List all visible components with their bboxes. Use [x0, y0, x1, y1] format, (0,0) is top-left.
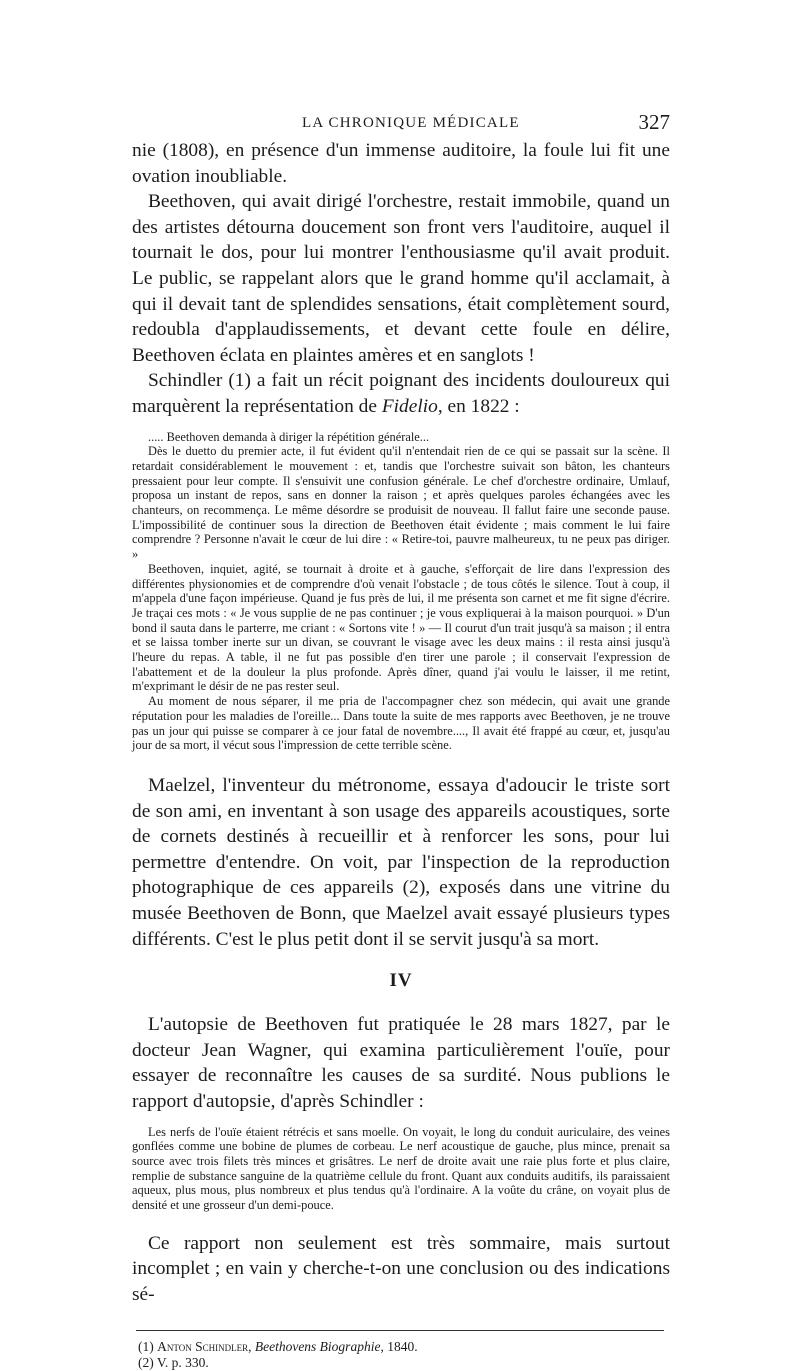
paragraph-3-end: , en 1822 :	[437, 395, 520, 417]
page-content	[132, 112, 670, 1371]
quote-1-para-4: Au moment de nous séparer, il me pria de l'accompagner chez son médecin, qui avait une grande réputation pour les maladies de l'oreille... Dans toute la suite de mes rapports avec Beethoven, je ne trouve pas un jour qui puisse se comparer à ce jour fatal de novembre...., Il avait été frappé au cœur, et, jusqu'au jour de sa mort, il vécut sous l'impression de cette terrible scène.	[132, 694, 670, 753]
page-number: 327	[638, 110, 670, 134]
paragraph-3	[132, 368, 670, 419]
paragraph-3-start: Schindler (1) a fait un récit poignant des incidents douloureux qui marquèrent la représentation de	[132, 370, 670, 417]
footnote-2: (2) V. p. 330.	[138, 1354, 209, 1370]
paragraph-conclusion: Ce rapport non seulement est très sommaire, mais surtout incomplet ; en vain y cherche-t-on une conclusion ou des indications sé-	[132, 1232, 670, 1305]
quote-1-para-3: Beethoven, inquiet, agité, se tournait à droite et à gauche, s'efforçait de lire dans l'expression des différentes physionomies et de comprendre d'où venait l'obstacle ; de tous côtés le silence. Tout à coup, il m'appela d'une façon impérieuse. Quand je fus près de lui, il me présenta son carnet et me fit signe d'écrire. Je traçai ces mots : « Je vous supplie de ne pas continuer ; je vous expliquerai à la maison pourquoi. » D'un bond il sauta dans le parterre, me criant : « Sortons vite ! » — Il courut d'un trait jusqu'à sa maison ; il entra et se laissa tomber inerte sur un divan, se couvrant le visage avec les deux mains : il resta ainsi jusqu'à l'heure du repas. A table, il ne fut pas possible d'en tirer une parole ; il conservait l'expression de l'abattement et de la douleur la plus profonde. Après dîner, quand j'ai voulu le laisser, il me retint, m'exprimant le désir de ne pas rester seul.	[132, 561, 670, 694]
footnote-1-author: Anton Schindler	[157, 1338, 249, 1354]
footnote-1-number: (1)	[138, 1338, 158, 1354]
fidelio-title: Fidelio	[381, 395, 438, 417]
footnote-divider	[136, 1330, 664, 1331]
section-heading-iv: IV	[389, 970, 413, 992]
schindler-quote	[132, 430, 670, 753]
quote-1-para-2: Dès le duetto du premier acte, il fut évident qu'il n'entendait rien de ce qui se passait sur la scène. Il retardait considérablement le mouvement : et, tandis que l'orchestre suivait son bâton, les chanteurs pressaient pour leur compte. Il s'ensuivit une confusion générale. Le chef d'orchestre ordinaire, Umlauf, proposa un instant de repos, sans en donner la raison ; et après quelques paroles échangées avec les chanteurs, on recommença. Le même désordre se produisit de nouveau. Il fallut faire une seconde pause. L'impossibilité de continuer sous la direction de Beethoven était évidente ; mais comment le lui faire comprendre ? Personne n'avait le cœur de lui dire : « Retire-toi, pauvre malheureux, tu ne peux pas diriger. »	[132, 444, 670, 562]
paragraph-maelzel: Maelzel, l'inventeur du métronome, essaya d'adoucir le triste sort de son ami, en inventant à son usage des appareils acoustiques, sorte de cornets destinés à recueillir et à renforcer les sons, pour lui permettre d'entendre. On voit, par l'inspection de la reproduction photographique de ces appareils (2), exposés dans une vitrine du musée Beethoven de Bonn, que Maelzel avait essayé plusieurs types différents. C'est le plus petit dont il se servit jusqu'à sa mort.	[132, 775, 670, 950]
footnote-1-title: Beethovens Biographie	[254, 1338, 381, 1354]
paragraph-1: nie (1808), en présence d'un immense auditoire, la foule lui fit une ovation inoubliable.	[132, 140, 670, 187]
footnote-1-separator: ,	[248, 1338, 255, 1354]
paragraph-2: Beethoven, qui avait dirigé l'orchestre, restait immobile, quand un des artistes détourna doucement son front vers l'auditoire, auquel il tournait le dos, pour lui montrer l'enthousiasme qu'il avait produit. Le public, se rappelant alors que le grand homme qu'il acclamait, à qui il devait tant de splendides sensations, était complètement sourd, redoubla d'applaudissements, et devant cette foule en délire, Beethoven éclata en plaintes amères et en sanglots !	[132, 191, 670, 366]
autopsy-report-quote	[132, 1125, 670, 1213]
footnote-1	[138, 1339, 670, 1355]
autopsy-report-text: Les nerfs de l'ouïe étaient rétrécis et sans moelle. On voyait, le long du conduit auriculaire, des veines gonflées comme une bobine de plumes de corbeau. Le nerf acoustique de gauche, plus mince, prenait sa source avec trois filets très minces et grisâtres. Le nerf de droite avait une raie plus forte et plus claire, remplie de substance sanguine de la quatrième cellule du front. Quant aux conduits auditifs, ils paraissaient aqueux, plus mous, plus nombreux et plus tendus qu'à l'ordinaire. A la voûte du crâne, on voyait plus de densité et une grosseur d'un demi-pouce.	[132, 1124, 670, 1213]
footnote-1-end: , 1840.	[380, 1338, 418, 1354]
running-header	[132, 112, 670, 138]
quote-1-line-1: ..... Beethoven demanda à diriger la répétition générale...	[148, 429, 430, 444]
paragraph-autopsy: L'autopsie de Beethoven fut pratiquée le 28 mars 1827, par le docteur Jean Wagner, qui examina particulièrement l'ouïe, pour essayer de reconnaître les causes de sa surdité. Nous publions le rapport d'autopsie, d'après Schindler :	[132, 1014, 670, 1112]
running-title: LA CHRONIQUE MÉDICALE	[302, 115, 520, 131]
